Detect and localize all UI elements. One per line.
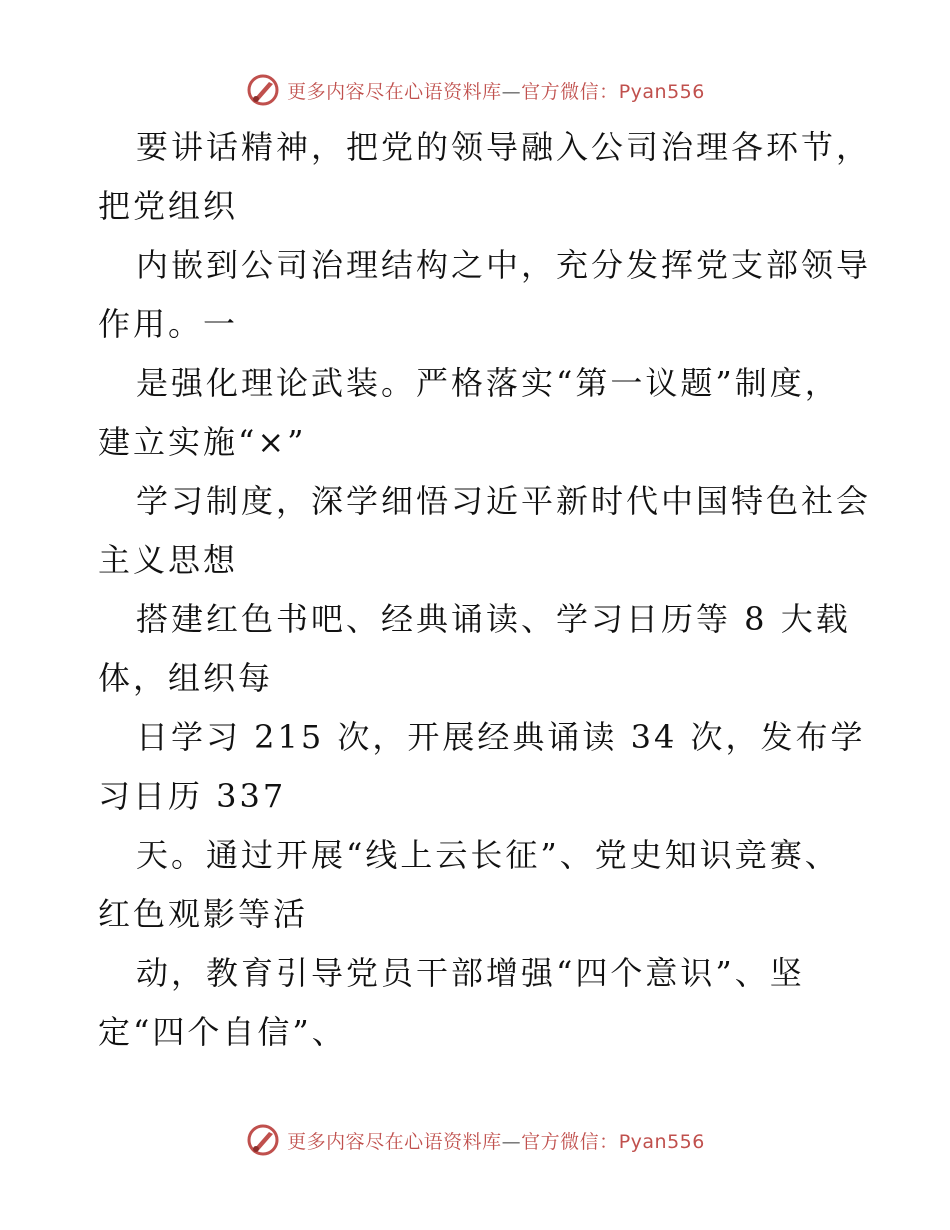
brush-logo-icon (245, 72, 281, 108)
watermark-label: 官方微信： (521, 80, 619, 103)
text-line: 把党组织 (98, 187, 239, 225)
document-body (98, 118, 878, 1062)
watermark-label: 官方微信： (521, 1130, 619, 1153)
text-line: 作用。一 (98, 305, 239, 343)
text-line: 天。通过开展“线上云长征”、党史知识竞赛、 (136, 836, 840, 874)
text-line: 学习制度，深学细悟习近平新时代中国特色社会 (136, 482, 872, 520)
watermark-site: 更多内容尽在心语资料库 (287, 1130, 502, 1153)
watermark-text (287, 77, 705, 104)
text-line: 习日历 337 (98, 777, 287, 815)
text-line: 体，组织每 (98, 659, 274, 697)
watermark-dash: — (501, 80, 522, 103)
text-line: 建立实施“×” (98, 423, 307, 461)
text-line: 红色观影等活 (98, 895, 309, 933)
brush-logo-icon (245, 1122, 281, 1158)
text-line: 动，教育引导党员干部增强“四个意识”、坚 (136, 954, 805, 992)
text-line: 定“四个自信”、 (98, 1013, 347, 1051)
text-line: 内嵌到公司治理结构之中，充分发挥党支部领导 (136, 246, 872, 284)
footer-watermark (0, 1120, 950, 1160)
watermark-site: 更多内容尽在心语资料库 (287, 80, 502, 103)
text-line: 是强化理论武装。严格落实“第一议题”制度， (136, 364, 840, 402)
text-line: 搭建红色书吧、经典诵读、学习日历等 8 大载 (136, 600, 851, 638)
watermark-id: Pyan556 (618, 80, 705, 103)
watermark-dash: — (501, 1130, 522, 1153)
text-line: 要讲话精神，把党的领导融入公司治理各环节， (136, 128, 872, 166)
watermark-id: Pyan556 (618, 1130, 705, 1153)
header-watermark (0, 70, 950, 110)
watermark-text (287, 1127, 705, 1154)
text-line: 日学习 215 次，开展经典诵读 34 次，发布学 (136, 718, 866, 756)
text-line: 主义思想 (98, 541, 239, 579)
